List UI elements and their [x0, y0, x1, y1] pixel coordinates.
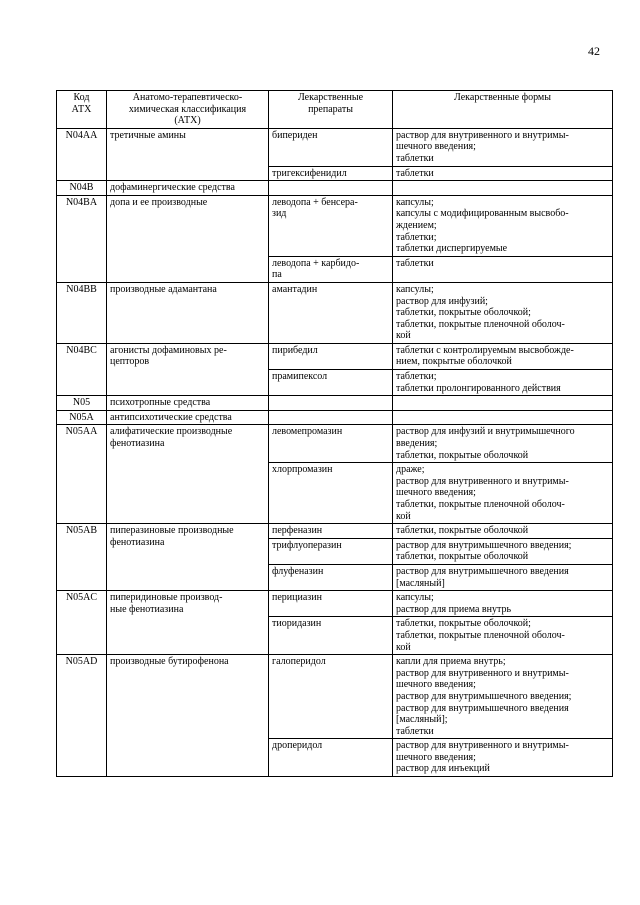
- atx-code-cell: [57, 396, 107, 411]
- atx-code-cell: [57, 181, 107, 196]
- atx-code: N05AB: [65, 525, 98, 537]
- atx-code: N05AC: [65, 592, 98, 604]
- drug-name: перициазин: [272, 592, 322, 604]
- forms-cell: [393, 463, 613, 524]
- dosage-form: таблетки пролонгированного действия: [396, 382, 561, 394]
- atx-code-cell: [57, 524, 107, 591]
- dosage-form: капли для приема внутрь;: [396, 656, 506, 668]
- classification-name: пиперидиновые производ- ные фенотиазина: [110, 592, 223, 615]
- atx-code: N04BA: [65, 196, 98, 208]
- dosage-form: таблетки;: [396, 371, 437, 383]
- drug-cell: [269, 181, 393, 196]
- classification-cell: [107, 591, 269, 655]
- classification-name: производные бутирофенона: [110, 656, 229, 668]
- drug-cell: [269, 396, 393, 411]
- classification-name: пиперазиновые производные фенотиазина: [110, 525, 234, 548]
- drug-name: левомепромазин: [272, 426, 343, 438]
- dosage-form: раствор для внутривенного и внутримы- шечного введения;: [396, 129, 569, 153]
- classification-cell: [107, 128, 269, 180]
- dosage-form: таблетки;: [396, 231, 437, 243]
- table-row: [57, 591, 613, 617]
- dosage-form: таблетки, покрытые пленочной оболоч- кой: [396, 318, 565, 342]
- classification-cell: [107, 410, 269, 425]
- dosage-form: раствор для внутримышечного введения;: [396, 539, 572, 551]
- forms-cell: [393, 425, 613, 463]
- classification-name: производные адамантана: [110, 283, 217, 295]
- table-row: [57, 425, 613, 463]
- forms-cell: [393, 282, 613, 343]
- dosage-form: раствор для приема внутрь: [396, 603, 512, 615]
- drug-cell: [269, 524, 393, 539]
- drug-cell: [269, 591, 393, 617]
- drug-name: флуфеназин: [272, 565, 324, 577]
- drug-cell: [269, 655, 393, 739]
- forms-cell: [393, 370, 613, 396]
- atx-code-cell: [57, 195, 107, 282]
- classification-cell: [107, 425, 269, 524]
- forms-cell: [393, 538, 613, 564]
- classification-name: третичные амины: [110, 129, 186, 141]
- drug-name: амантадин: [272, 283, 318, 295]
- dosage-form: таблетки: [396, 167, 434, 179]
- forms-cell: [393, 195, 613, 256]
- dosage-form: таблетки: [396, 257, 434, 269]
- drug-cell: [269, 739, 393, 777]
- drug-cell: [269, 166, 393, 181]
- dosage-form: раствор для внутривенного и внутримы- шечного введения;: [396, 740, 569, 763]
- dosage-form: драже;: [396, 464, 425, 476]
- dosage-form: таблетки, покрытые оболочкой: [396, 525, 529, 537]
- dosage-form: таблетки, покрытые оболочкой;: [396, 618, 531, 630]
- forms-cell: [393, 343, 613, 369]
- forms-cell: [393, 128, 613, 166]
- dosage-form: раствор для внутримышечного введения;: [396, 690, 572, 702]
- dosage-form: капсулы с модифицированным высвобо- ждением;: [396, 208, 569, 231]
- drug-name: дроперидол: [272, 740, 323, 752]
- forms-cell: [393, 591, 613, 617]
- classification-cell: [107, 396, 269, 411]
- table-row: [57, 195, 613, 256]
- classification-cell: [107, 343, 269, 395]
- drug-name: леводопа + бенсера- зид: [272, 196, 358, 220]
- atx-code-cell: [57, 410, 107, 425]
- atx-code-cell: [57, 425, 107, 524]
- atx-code: N04BC: [66, 344, 97, 356]
- forms-cell: [393, 396, 613, 411]
- atx-classification-table: [56, 90, 613, 777]
- drug-name: перфеназин: [272, 525, 323, 537]
- drug-cell: [269, 463, 393, 524]
- atx-code: N05AD: [65, 656, 98, 668]
- drug-cell: [269, 282, 393, 343]
- header-code: Код АТХ: [57, 91, 107, 129]
- table-row: [57, 524, 613, 539]
- drug-cell: [269, 538, 393, 564]
- classification-cell: [107, 195, 269, 282]
- dosage-form: раствор для инфузий и внутримышечного введения;: [396, 426, 575, 450]
- table-row: [57, 282, 613, 343]
- dosage-form: таблетки, покрытые пленочной оболоч- кой: [396, 499, 565, 522]
- table-body: [57, 128, 613, 776]
- dosage-form: раствор для внутримышечного введения [масляный]: [396, 565, 569, 589]
- drug-cell: [269, 425, 393, 463]
- table-row: [57, 396, 613, 411]
- forms-cell: [393, 410, 613, 425]
- dosage-form: таблетки: [396, 152, 434, 164]
- atx-code-cell: [57, 282, 107, 343]
- page-number: 42: [588, 44, 600, 58]
- table-row: [57, 655, 613, 739]
- forms-cell: [393, 256, 613, 282]
- header-forms: Лекарственные формы: [393, 91, 613, 129]
- table-header-row: [57, 91, 613, 129]
- drug-cell: [269, 617, 393, 655]
- drug-name: тригексифенидил: [272, 167, 347, 179]
- drug-cell: [269, 410, 393, 425]
- dosage-form: таблетки: [396, 725, 434, 737]
- atx-code: N04AA: [65, 129, 98, 141]
- atx-code-cell: [57, 591, 107, 655]
- drug-cell: [269, 343, 393, 369]
- dosage-form: капсулы;: [396, 196, 434, 208]
- forms-cell: [393, 181, 613, 196]
- drug-name: хлорпромазин: [272, 464, 333, 476]
- classification-name: агонисты дофаминовых ре- цепторов: [110, 344, 227, 368]
- classification-name: психотропные средства: [110, 397, 211, 409]
- dosage-form: капсулы;: [396, 592, 434, 604]
- atx-code-cell: [57, 343, 107, 395]
- drug-cell: [269, 370, 393, 396]
- header-classification: Анатомо-терапевтическо- химическая классификация (АТХ): [107, 91, 269, 129]
- classification-cell: [107, 524, 269, 591]
- header-drugs: Лекарственные препараты: [269, 91, 393, 129]
- forms-cell: [393, 524, 613, 539]
- classification-name: допа и ее производные: [110, 196, 208, 208]
- dosage-form: таблетки, покрытые пленочной оболоч- кой: [396, 629, 565, 653]
- forms-cell: [393, 166, 613, 181]
- table-row: [57, 343, 613, 369]
- drug-cell: [269, 564, 393, 590]
- table-row: [57, 128, 613, 166]
- forms-cell: [393, 655, 613, 739]
- classification-cell: [107, 655, 269, 777]
- drug-name: прамипексол: [272, 371, 328, 383]
- drug-cell: [269, 195, 393, 256]
- dosage-form: таблетки, покрытые оболочкой;: [396, 307, 531, 319]
- atx-code: N05AA: [65, 426, 98, 438]
- classification-cell: [107, 282, 269, 343]
- drug-name: тиоридазин: [272, 618, 322, 630]
- dosage-form: раствор для внутривенного и внутримы- шечного введения;: [396, 475, 569, 499]
- dosage-form: таблетки, покрытые оболочкой: [396, 551, 529, 563]
- atx-code: N05: [72, 397, 91, 409]
- atx-code: N05A: [69, 411, 94, 423]
- dosage-form: раствор для внутривенного и внутримы- шечного введения;: [396, 667, 569, 691]
- atx-code-cell: [57, 128, 107, 180]
- drug-name: бипериден: [272, 129, 318, 141]
- dosage-form: раствор для инфузий;: [396, 295, 488, 307]
- classification-name: антипсихотические средства: [110, 411, 232, 423]
- table-row: [57, 410, 613, 425]
- drug-cell: [269, 128, 393, 166]
- table-row: [57, 181, 613, 196]
- drug-name: пирибедил: [272, 344, 318, 356]
- dosage-form: раствор для внутримышечного введения [масляный];: [396, 702, 569, 726]
- atx-code-cell: [57, 655, 107, 777]
- dosage-form: капсулы;: [396, 283, 434, 295]
- classification-name: алифатические производные фенотиазина: [110, 426, 233, 450]
- drug-cell: [269, 256, 393, 282]
- dosage-form: таблетки, покрытые оболочкой: [396, 449, 529, 461]
- atx-code: N04BB: [66, 283, 97, 295]
- atx-code: N04B: [69, 182, 94, 194]
- dosage-form: раствор для инъекций: [396, 763, 490, 775]
- classification-name: дофаминергические средства: [110, 182, 235, 194]
- dosage-form: таблетки диспергируемые: [396, 243, 508, 255]
- drug-name: трифлуоперазин: [272, 539, 342, 551]
- classification-cell: [107, 181, 269, 196]
- forms-cell: [393, 564, 613, 590]
- drug-name: леводопа + карбидо- па: [272, 257, 360, 281]
- forms-cell: [393, 617, 613, 655]
- dosage-form: таблетки с контролируемым высвобожде- нием, покрытые оболочкой: [396, 344, 574, 368]
- drug-name: галоперидол: [272, 656, 326, 668]
- forms-cell: [393, 739, 613, 777]
